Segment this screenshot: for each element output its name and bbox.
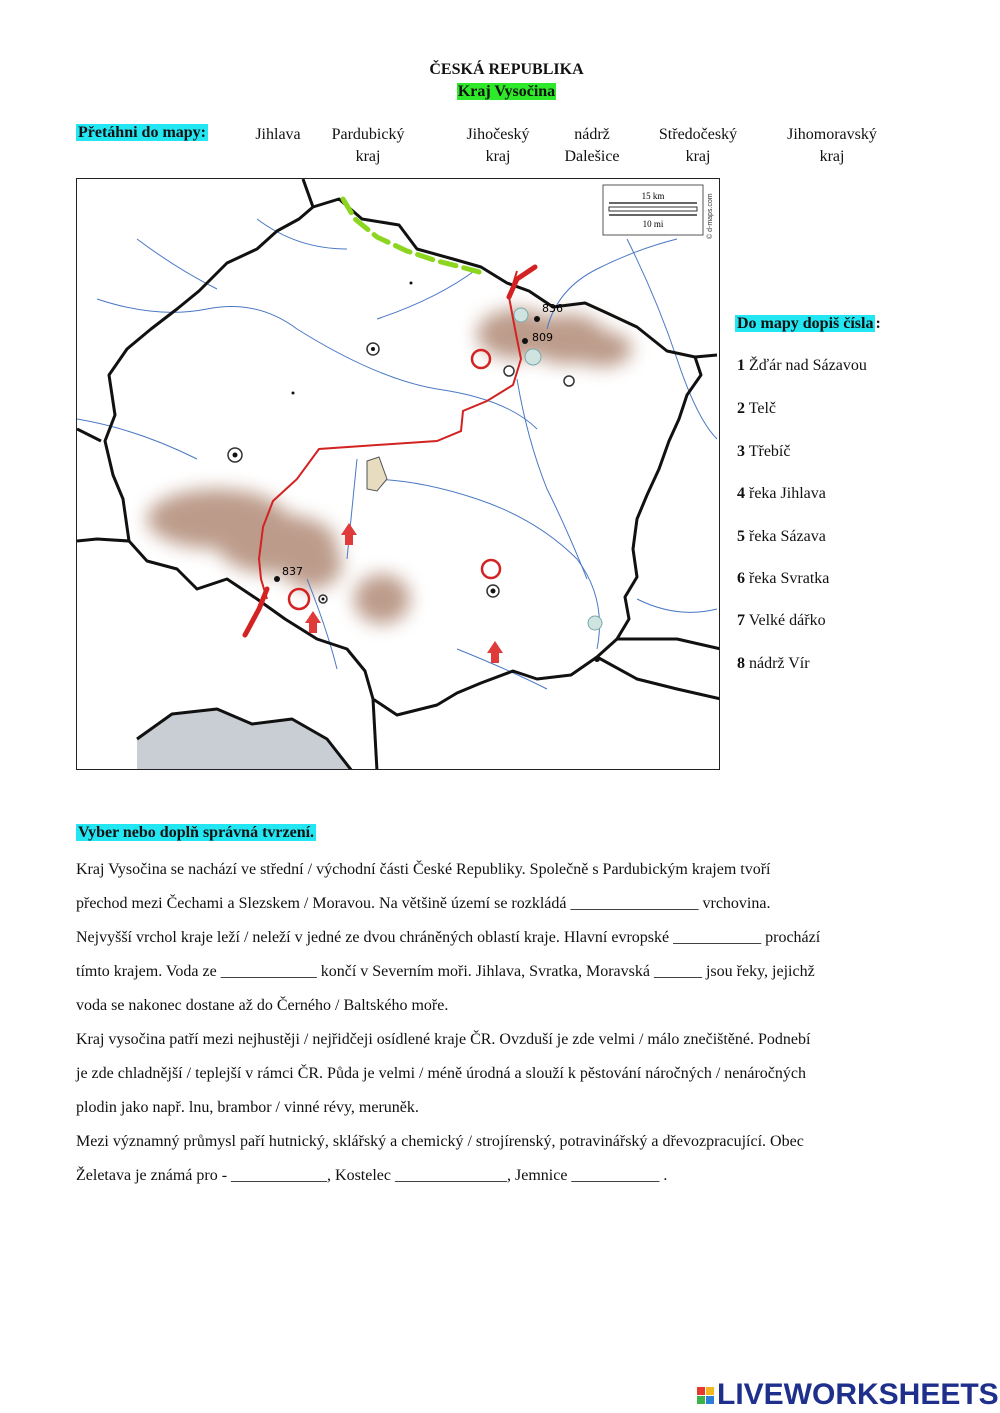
numbers-item: 4 řeka Jihlava [737, 485, 826, 502]
logo-square [697, 1387, 705, 1395]
statement-line[interactable]: Kraj Vysočina se nachází ve střední / východní části České Republiky. Společně s Pardubickým krajem tvoří [76, 861, 771, 878]
statement-line[interactable]: Želetava je známá pro - ____________, Kostelec ______________, Jemnice ___________ . [76, 1167, 668, 1184]
page-title: ČESKÁ REPUBLIKA [429, 61, 584, 78]
numbers-item: 6 řeka Svratka [737, 570, 830, 587]
logo-square [706, 1387, 714, 1395]
logo-square [697, 1396, 705, 1404]
statement-line[interactable]: přechod mezi Čechami a Slezskem / Moravou. Na většině území se rozkládá ________________ vrchovina. [76, 895, 771, 912]
statement-line[interactable]: voda se nakonec dostane až do Černého / Baltského moře. [76, 997, 449, 1014]
statement-line[interactable]: plodin jako např. lnu, brambor / vinné révy, meruněk. [76, 1099, 419, 1116]
neighbor-country-area [137, 709, 352, 770]
scale-bar [603, 185, 703, 235]
svg-text:809: 809 [532, 331, 553, 344]
region-map[interactable] [76, 178, 720, 770]
page-subtitle: Kraj Vysočina [457, 83, 556, 100]
liveworksheets-logo[interactable] [697, 1377, 999, 1413]
numbers-title: Do mapy dopiš čísla : [737, 315, 881, 332]
numbers-item: 1 Žďár nad Sázavou [737, 357, 867, 374]
svg-text:10 mi: 10 mi [642, 219, 664, 229]
drag-word-jihocesky-kraj[interactable]: Jihočeský kraj [466, 126, 530, 165]
drag-word-stredocesky-kraj[interactable]: Středočeský kraj [658, 126, 738, 165]
castle-icon [367, 457, 387, 491]
drag-instruction: Přetáhni do mapy: [78, 124, 206, 141]
numbers-item: 7 Velké dářko [737, 612, 826, 629]
logo-square [706, 1396, 714, 1404]
numbers-item: 2 Telč [737, 400, 777, 417]
svg-text:15 km: 15 km [641, 191, 665, 201]
logo-squares-icon [697, 1387, 714, 1404]
watershed-thick-south [245, 589, 267, 635]
statement-line[interactable]: Nejvyšší vrchol kraje leží / neleží v jedné ze dvou chráněných oblastí kraje. Hlavní evropské ___________ prochází [76, 929, 821, 946]
statement-line[interactable]: Mezi významný průmysl paří hutnický, sklářský a chemický / strojírenský, potravinářský a dřevozpracující. Obec [76, 1133, 804, 1150]
drag-word-jihlava[interactable]: Jihlava [255, 126, 301, 143]
drag-word-pardubicky-kraj[interactable]: Pardubický kraj [331, 126, 405, 165]
map-credit: © d-maps.com [707, 193, 714, 239]
drag-word-jihomoravsky-kraj[interactable]: Jihomoravský kraj [787, 126, 877, 165]
logo-text: LIVEWORKSHEETS [717, 1378, 999, 1411]
numbers-item: 8 nádrž Vír [737, 655, 810, 672]
statements-title: Vyber nebo doplň správná tvrzení. [78, 824, 315, 841]
numbers-item: 5 řeka Sázava [737, 528, 826, 545]
region-map-svg [77, 179, 720, 770]
svg-text:836: 836 [542, 302, 563, 315]
drag-word-nadrz-dalesice[interactable]: nádrž Dalešice [564, 126, 620, 165]
highlands-relief [147, 309, 632, 624]
statement-line[interactable]: tímto krajem. Voda ze ____________ končí v Severním moři. Jihlava, Svratka, Moravská ______ jsou řeky, jejichž [76, 963, 815, 980]
numbers-item: 3 Třebíč [737, 443, 791, 460]
statement-line[interactable]: Kraj vysočina patří mezi nejhustěji / nejřidčeji osídlené kraje ČR. Ovzduší je zde velmi / málo znečištěné. Podnebí [76, 1031, 811, 1048]
neighbor-borders [77, 179, 720, 770]
statement-line[interactable]: je zde chladnější / teplejší v rámci ČR. Půda je velmi / méně úrodná a slouží k pěstování náročných / nenáročných [76, 1065, 806, 1082]
svg-text:837: 837 [282, 565, 303, 578]
